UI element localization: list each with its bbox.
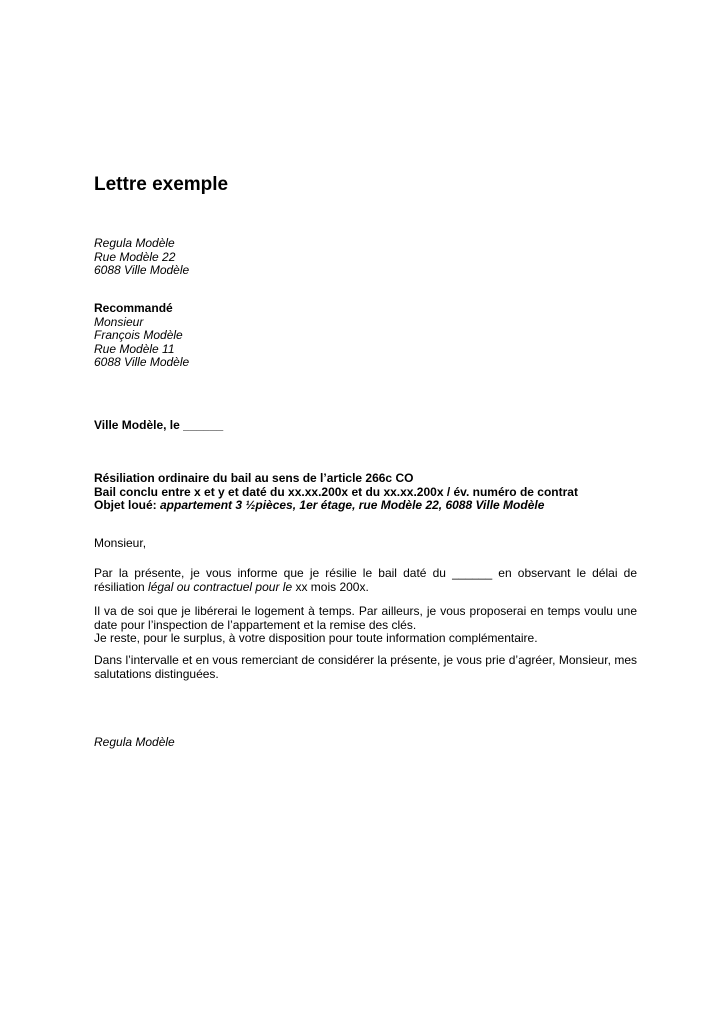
para1-emphasis: légal ou contractuel pour le [148, 579, 293, 594]
body-paragraph-3: Dans l’intervalle et en vous remerciant de considérer la présente, je vous prie d’agréer, Monsieur, mes salutations distinguées. [94, 653, 637, 681]
recipient-title: Monsieur [94, 314, 144, 329]
subject-line-2: Bail conclu entre x et y et daté du xx.xx.200x et du xx.xx.200x / év. numéro de contrat [94, 484, 578, 499]
salutation: Monsieur, [94, 536, 147, 550]
recipient-street: Rue Modèle 11 [94, 341, 175, 356]
para2-sentence-2: Je reste, pour le surplus, à votre disposition pour toute information complémentaire. [94, 631, 538, 645]
body-paragraph-1 [94, 567, 637, 594]
page-title: Lettre exemple [94, 173, 229, 195]
sender-city: 6088 Ville Modèle [94, 263, 190, 277]
sender-street: Rue Modèle 22 [94, 249, 176, 264]
para1-text-start: Par la présente, je vous informe que je résilie le bail daté du ______ en observant le délai de résiliation [94, 566, 637, 594]
subject-object-value: appartement 3 ½pièces, 1er étage, rue Modèle 22, 6088 Ville Modèle [160, 498, 545, 512]
subject-line-3 [94, 499, 637, 513]
sender-address-block [94, 237, 637, 278]
delivery-mode: Recommandé [94, 301, 173, 315]
sender-name: Regula Modèle [94, 236, 175, 250]
subject-block [94, 472, 637, 513]
para1-text-end: xx mois 200x. [292, 579, 369, 594]
body-paragraph-2 [94, 605, 637, 646]
subject-object-label: Objet loué: [94, 498, 160, 512]
signature-name: Regula Modèle [94, 735, 175, 749]
recipient-name: François Modèle [94, 328, 183, 342]
recipient-city: 6088 Ville Modèle [94, 355, 190, 369]
para2-sentence-1: Il va de soi que je libérerai le logement à temps. Par ailleurs, je vous proposerai en temps voulu une date pour l’inspection de l’appartement et la remise des clés. [94, 604, 637, 632]
recipient-address-block [94, 302, 637, 370]
place-date-line: Ville Modèle, le ______ [94, 418, 224, 432]
subject-line-1: Résiliation ordinaire du bail au sens de l’article 266c CO [94, 471, 414, 485]
